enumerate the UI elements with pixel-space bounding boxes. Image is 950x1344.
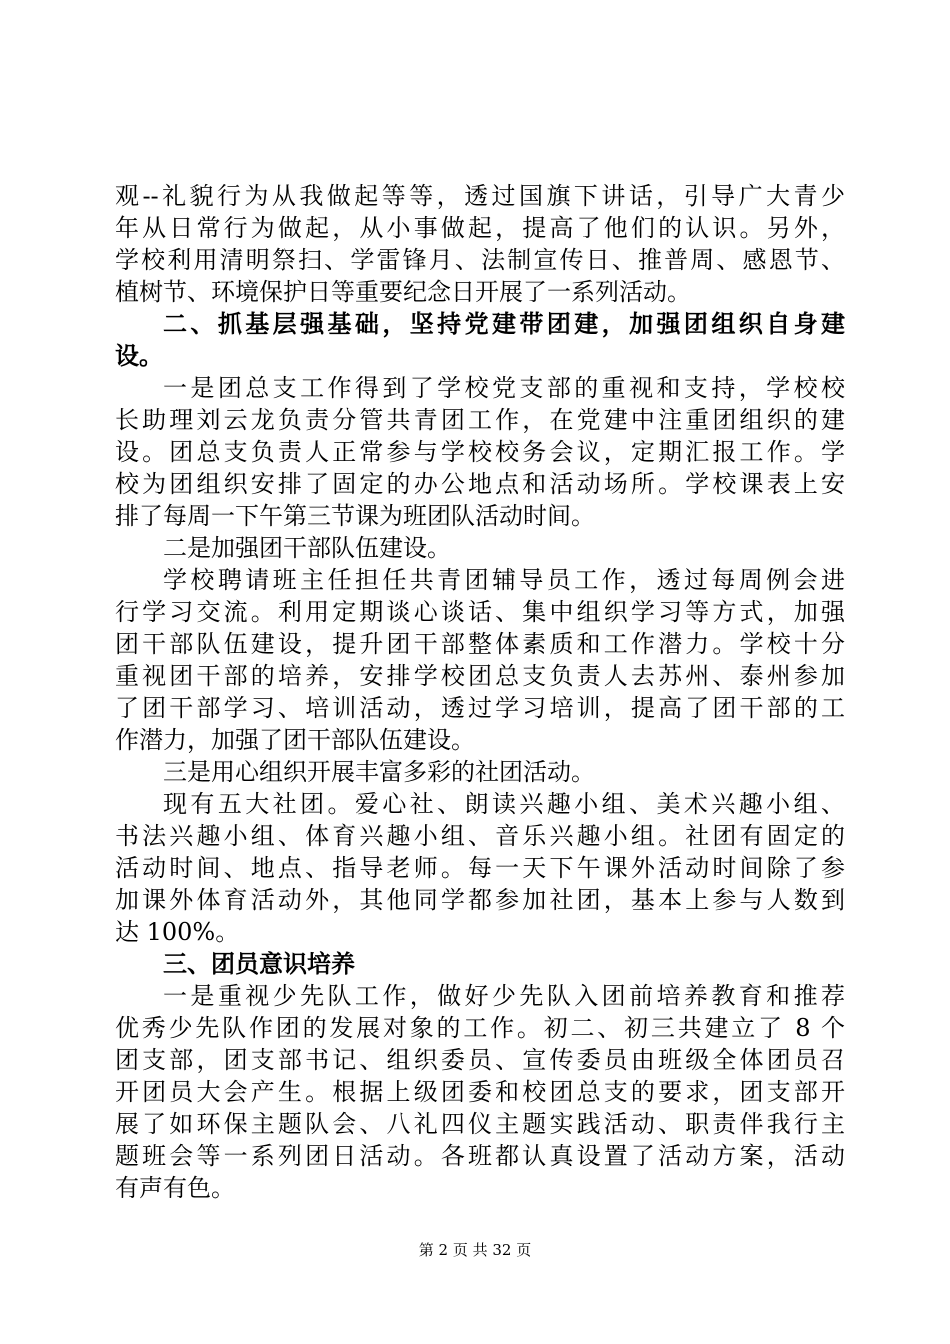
text-line: 二是加强团干部队伍建设。: [163, 534, 451, 562]
text-line: 观--礼貌行为从我做起等等，透过国旗下讲话，引导广大青少: [115, 182, 845, 210]
text-line: 开团员大会产生。根据上级团委和校团总支的要求，团支部开: [115, 1078, 845, 1106]
text-line: 题班会等一系列团日活动。各班都认真设置了活动方案，活动: [115, 1142, 845, 1170]
text-line: 加课外体育活动外，其他同学都参加社团，基本上参与人数到: [115, 886, 845, 914]
text-line: 优秀少先队作团的发展对象的工作。初二、初三共建立了 8 个: [115, 1014, 845, 1042]
text-line: 一是团总支工作得到了学校党支部的重视和支持，学校校: [163, 374, 845, 402]
text-line: 有声有色。: [115, 1174, 235, 1202]
text-line: 活动时间、地点、指导老师。每一天下午课外活动时间除了参: [115, 854, 845, 882]
section-heading: 三、团员意识培养: [163, 950, 355, 978]
text-line: 团干部队伍建设，提升团干部整体素质和工作潜力。学校十分: [115, 630, 845, 658]
section-heading: 二、抓基层强基础，坚持党建带团建，加强团组织自身建: [163, 310, 845, 338]
page-number-footer: 第 2 页 共 32 页: [418, 1241, 532, 1259]
text-line: 现有五大社团。爱心社、朗读兴趣小组、美术兴趣小组、: [163, 790, 845, 818]
text-line: 达 100%。: [115, 918, 240, 946]
text-line: 了团干部学习、培训活动，透过学习培训，提高了团干部的工: [115, 694, 845, 722]
text-line: 学校聘请班主任担任共青团辅导员工作，透过每周例会进: [163, 566, 845, 594]
text-line: 一是重视少先队工作，做好少先队入团前培养教育和推荐: [163, 982, 845, 1010]
text-line: 校为团组织安排了固定的办公地点和活动场所。学校课表上安: [115, 470, 845, 498]
section-heading: 设。: [115, 342, 163, 370]
text-line: 排了每周一下午第三节课为班团队活动时间。: [115, 502, 595, 530]
text-line: 书法兴趣小组、体育兴趣小组、音乐兴趣小组。社团有固定的: [115, 822, 845, 850]
text-line: 团支部，团支部书记、组织委员、宣传委员由班级全体团员召: [115, 1046, 845, 1074]
text-line: 植树节、环境保护日等重要纪念日开展了一系列活动。: [115, 278, 691, 306]
text-line: 展了如环保主题队会、八礼四仪主题实践活动、职责伴我行主: [115, 1110, 845, 1138]
text-line: 作潜力，加强了团干部队伍建设。: [115, 726, 475, 754]
text-line: 年从日常行为做起，从小事做起，提高了他们的认识。另外，: [115, 214, 845, 242]
text-line: 重视团干部的培养，安排学校团总支负责人去苏州、泰州参加: [115, 662, 845, 690]
text-line: 长助理刘云龙负责分管共青团工作，在党建中注重团组织的建: [115, 406, 845, 434]
text-line: 三是用心组织开展丰富多彩的社团活动。: [163, 758, 595, 786]
text-line: 行学习交流。利用定期谈心谈话、集中组织学习等方式，加强: [115, 598, 845, 626]
text-line: 学校利用清明祭扫、学雷锋月、法制宣传日、推普周、感恩节、: [115, 246, 845, 274]
text-line: 设。团总支负责人正常参与学校校务会议，定期汇报工作。学: [115, 438, 845, 466]
